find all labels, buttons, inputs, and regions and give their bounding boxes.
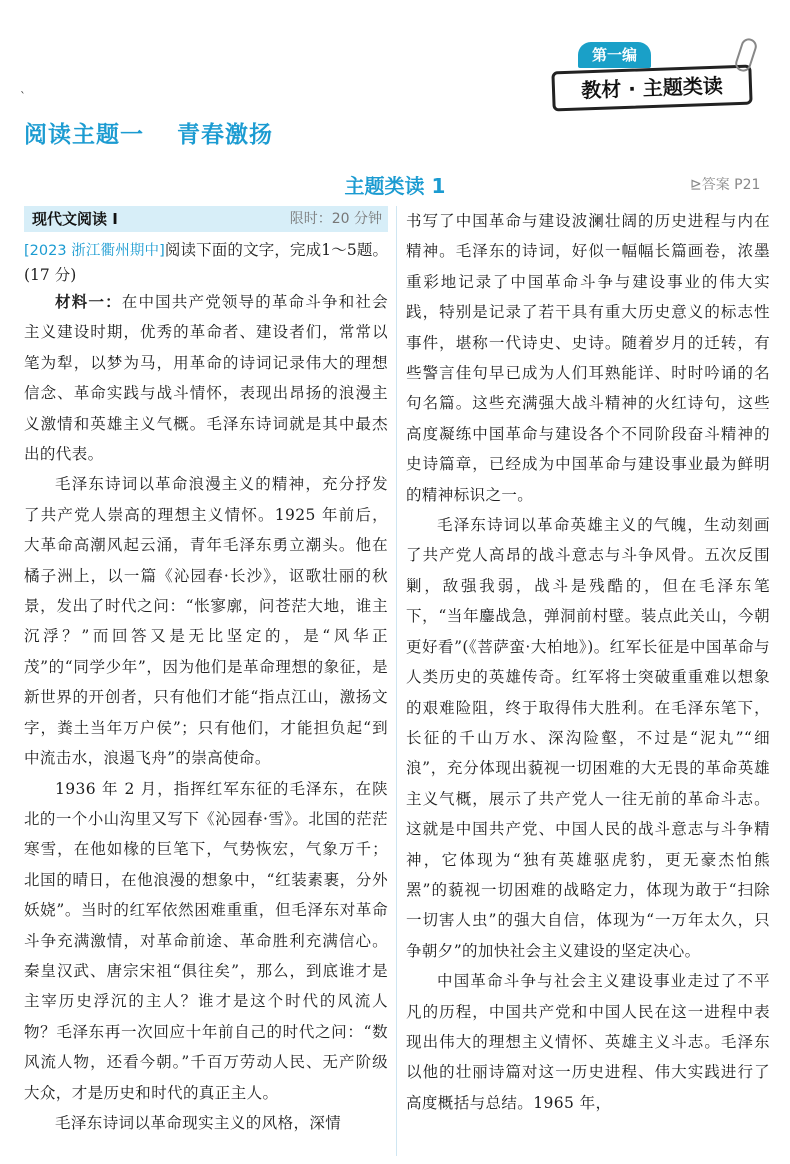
reading-type-label: 现代文阅读 I [32, 210, 118, 228]
instruction-text: 阅读下面的文字，完成1～5题。(17 分) [24, 241, 388, 284]
header-badge [552, 38, 762, 108]
left-column [24, 206, 388, 1138]
answer-reference[interactable]: ⊵答案 P21 [690, 177, 761, 193]
time-limit: 限时：20 分钟 [289, 211, 382, 227]
reading-bar [24, 206, 388, 232]
right-column [406, 206, 770, 1118]
sub-title: 主题类读 1 [344, 174, 446, 198]
paragraph: 1936 年 2 月，指挥红军东征的毛泽东，在陕北的一个小山沟里又写下《沁园春·雪》。北国的茫茫寒雪，在他如椽的巨笔下，气势恢宏，气象万千；北国的晴日，在他浪漫的想象中，“红装素裹，分外妖娆”。当时的红军依然困难重重，但毛泽东对革命斗争充满激情，对革命前途、革命胜利充满信心。秦皇汉武、唐宗宋祖“俱往矣”，那么，到底谁才是主宰历史浮沉的主人？谁才是这个时代的风流人物？毛泽东再一次回应十年前自己的时代之问：“数风流人物，还看今朝。”千百万劳动人民、无产阶级大众，才是历史和时代的真正主人。 [24, 779, 388, 1102]
badge-top-label: 第一编 [578, 42, 651, 68]
paperclip-icon [733, 36, 759, 73]
section-title: 阅读主题一 青春激扬 [24, 122, 274, 148]
source-line [24, 238, 388, 287]
paragraph: 材料一：在中国共产党领导的革命斗争和社会主义建设时期，优秀的革命者、建设者们，常常以笔为犁，以梦为马，用革命的诗词记录伟大的理想信念、革命实践与战斗情怀，表现出昂扬的浪漫主义激情和英雄主义气概。毛泽东诗词就是其中最杰出的代表。 [24, 292, 388, 464]
material-label: 材料一： [55, 292, 122, 311]
badge-main-label: 教材 · 主题类读 [551, 65, 752, 112]
source-tag: [2023 浙江衢州期中] [24, 243, 165, 259]
paragraph: 毛泽东诗词以革命现实主义的风格，深情 [55, 1113, 342, 1132]
paragraph: 书写了中国革命与建设波澜壮阔的历史进程与内在精神。毛泽东的诗词，好似一幅幅长篇画卷，浓墨重彩地记录了中国革命斗争与建设事业的伟大实践，特别是记录了若干具有重大历史意义的标志性事件，堪称一代诗史、史诗。随着岁月的迁转，有些警言佳句早已成为人们耳熟能详、时时吟诵的名句名篇。这些充满强大战斗精神的火红诗句，这些高度凝练中国革命与建设各个不同阶段奋斗精神的史诗篇章，已经成为中国革命与建设事业最为鲜明的精神标识之一。 [406, 212, 770, 504]
stray-mark: ` [20, 90, 26, 104]
paragraph: 毛泽东诗词以革命英雄主义的气魄，生动刻画了共产党人高昂的战斗意志与斗争风骨。五次反围剿，敌强我弱，战斗是残酷的，但在毛泽东笔下，“当年鏖战急，弹洞前村壁。装点此关山，今朝更好看”(《菩萨蛮·大柏地》)。红军长征是中国革命与人类历史的英雄传奇。红军将士突破重重难以想象的艰难险阻，终于取得伟大胜利。在毛泽东笔下，长征的千山万水、深沟险壑，不过是“泥丸”“细浪”，充分体现出藐视一切困难的大无畏的革命英雄主义气概，展示了共产党人一往无前的革命斗志。这就是中国共产党、中国人民的战斗意志与斗争精神，它体现为“独有英雄驱虎豹，更无豪杰怕熊罴”的藐视一切困难的战略定力，体现为敢于“扫除一切害人虫”的强大自信，体现为“一万年太久，只争朝夕”的加快社会主义建设的坚定决心。 [406, 516, 770, 960]
paragraph: 中国革命斗争与社会主义建设事业走过了不平凡的历程，中国共产党和中国人民在这一进程中表现出伟大的理想主义情怀、英雄主义斗志。毛泽东以他的壮丽诗篇对这一历史进程、伟大实践进行了高度概括与总结。1965 年， [406, 972, 770, 1112]
column-divider [396, 206, 397, 1156]
paragraph: 毛泽东诗词以革命浪漫主义的精神，充分抒发了共产党人崇高的理想主义情怀。1925 年前后，大革命高潮风起云涌，青年毛泽东勇立潮头。他在橘子洲上，以一篇《沁园春·长沙》，讴歌壮丽的秋景，发出了时代之问：“怅寥廓，问苍茫大地，谁主沉浮？”而回答又是无比坚定的，是“风华正茂”的“同学少年”，因为他们是革命理想的象征，是新世界的开创者，只有他们才能“指点江山，激扬文字，粪土当年万户侯”；只有他们，才能担负起“到中流击水，浪遏飞舟”的崇高使命。 [24, 475, 388, 768]
